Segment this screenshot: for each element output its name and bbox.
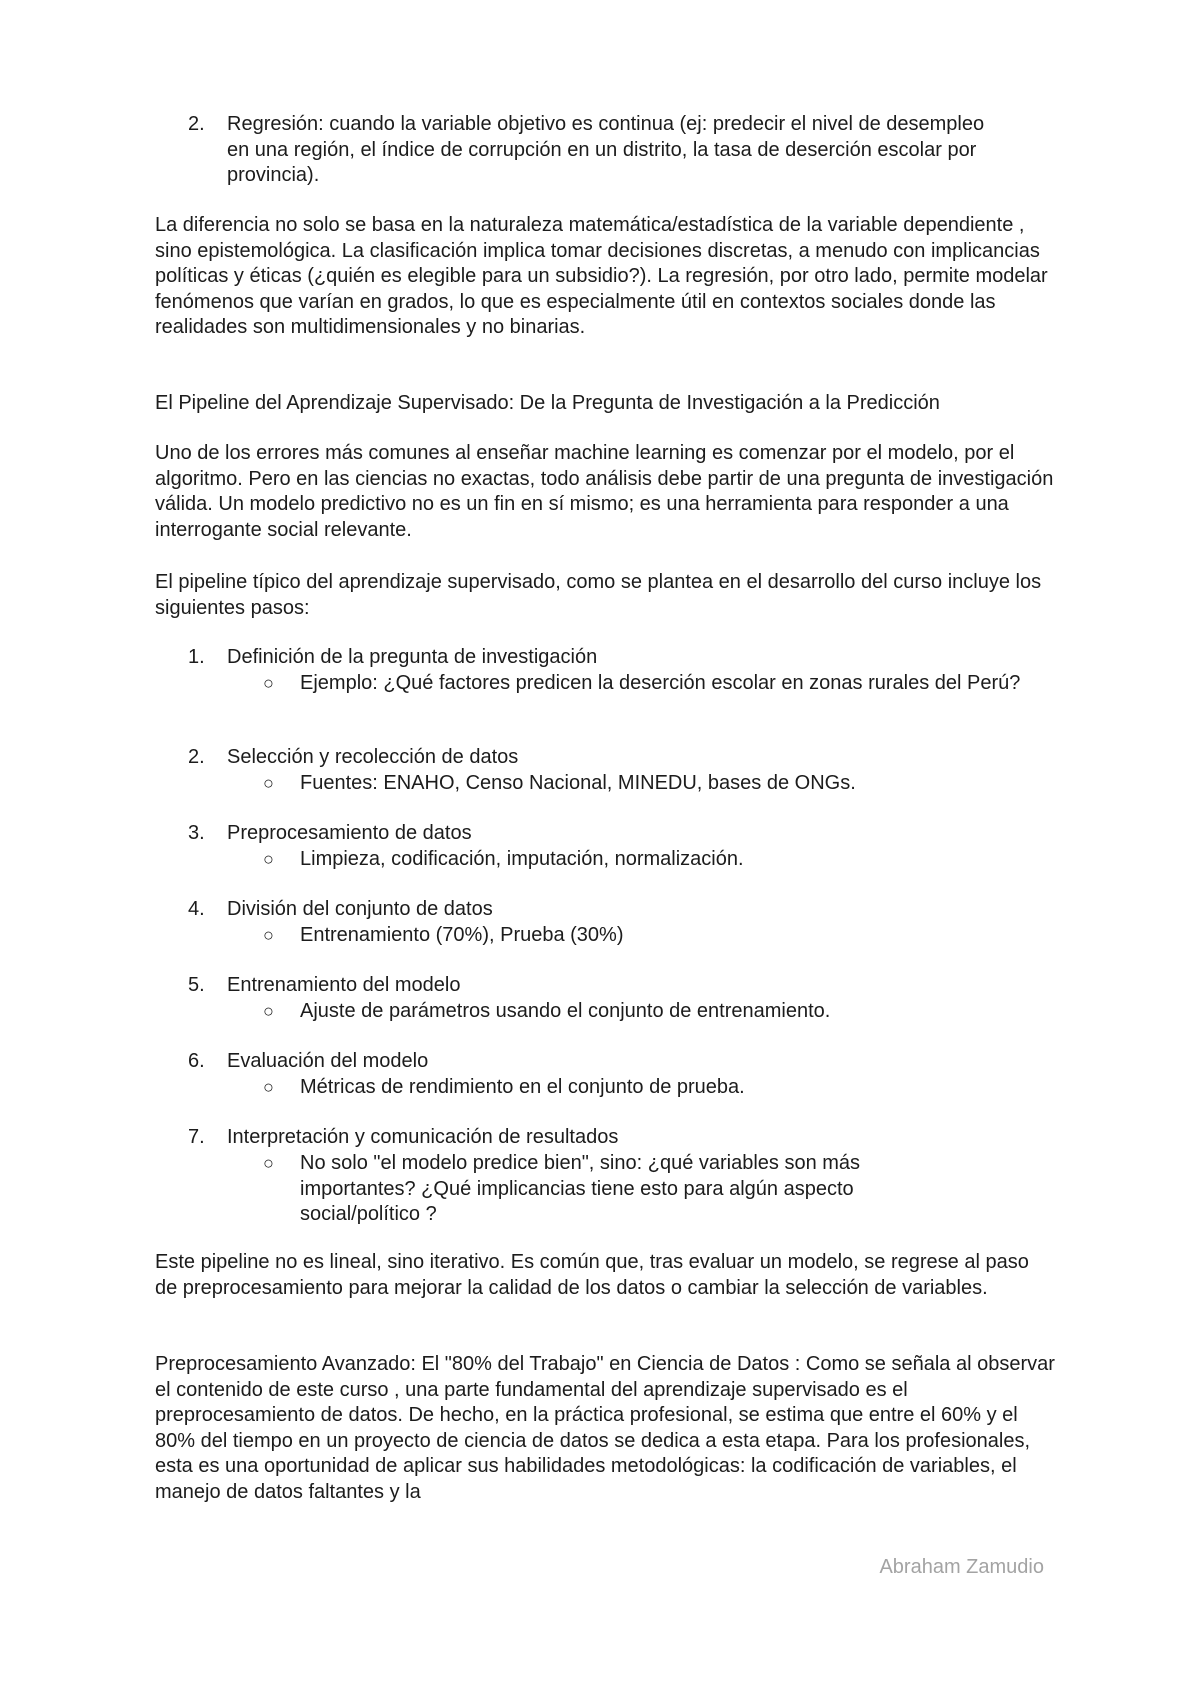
step-item-4: [155, 897, 1055, 923]
step-title: Evaluación del modelo: [227, 1050, 429, 1072]
step-number: 5.: [188, 974, 205, 996]
paragraph-errores: Uno de los errores más comunes al enseñar machine learning es comenzar por el modelo, por el algoritmo. Pero en las ciencias no exactas, todo análisis debe partir de una pregunta de investigación válida. Un modelo predictivo no es un fin en sí mismo; es una herramienta para responder a una interrogante social relevante.: [155, 442, 1054, 541]
step-item-7: [155, 1125, 1055, 1151]
paragraph-iterativo: Este pipeline no es lineal, sino iterativo. Es común que, tras evaluar un modelo, se regrese al paso de preprocesamiento para mejorar la calidad de los datos o cambiar la selección de variables.: [155, 1251, 1029, 1299]
step-detail-4: [155, 923, 1055, 949]
paragraph-preprocesamiento: Preprocesamiento Avanzado: El "80% del Trabajo" en Ciencia de Datos : Como se señala al observar el contenido de este curso , una parte fundamental del aprendizaje supervisado es el preprocesamiento de datos. De hecho, en la práctica profesional, se estima que entre el 60% y el 80% del tiempo en un proyecto de ciencia de datos se dedica a esta etapa. Para los profesionales, esta es una oportunidad de aplicar sus habilidades metodológicas: la codificación de variables, el manejo de datos faltantes y la: [155, 1353, 1055, 1503]
step-item-3: [155, 821, 1055, 847]
step-number: 4.: [188, 898, 205, 920]
step-item-5: [155, 973, 1055, 999]
step-item-2: [155, 745, 1055, 771]
step-title: División del conjunto de datos: [227, 898, 493, 920]
step-number: 2.: [188, 746, 205, 768]
paragraph-diferencia: La diferencia no solo se basa en la naturaleza matemática/estadística de la variable dependiente , sino epistemológica. La clasificación implica tomar decisiones discretas, a menudo con implicancias políticas y éticas (¿quién es elegible para un subsidio?). La regresión, por otro lado, permite modelar fenómenos que varían en grados, lo que es especialmente útil en contextos sociales donde las realidades son multidimensionales y no binarias.: [155, 214, 1048, 338]
step-detail-5: [155, 999, 1055, 1025]
step-item-1: [155, 645, 1055, 671]
step-title: Interpretación y comunicación de resultados: [227, 1126, 619, 1148]
step-detail-3: [155, 847, 1055, 873]
step-title: Definición de la pregunta de investigación: [227, 646, 598, 668]
hollow-bullet-icon: ○: [263, 1153, 274, 1173]
step-detail-text: Ejemplo: ¿Qué factores predicen la deserción escolar en zonas rurales del Perú?: [300, 672, 1021, 694]
step-number: 1.: [188, 646, 205, 668]
step-title: Preprocesamiento de datos: [227, 822, 472, 844]
step-detail-text: Ajuste de parámetros usando el conjunto de entrenamiento.: [300, 1000, 831, 1022]
step-detail-7: [155, 1151, 1055, 1229]
step-number: 3.: [188, 822, 205, 844]
hollow-bullet-icon: ○: [263, 1001, 274, 1021]
step-detail-2: [155, 771, 1055, 797]
step-number: 6.: [188, 1050, 205, 1072]
step-detail-1: [155, 671, 1055, 723]
paragraph-pipeline-intro: El pipeline típico del aprendizaje supervisado, como se plantea en el desarrollo del curso incluye los siguientes pasos:: [155, 571, 1042, 619]
step-detail-6: [155, 1075, 1055, 1101]
hollow-bullet-icon: ○: [263, 925, 274, 945]
hollow-bullet-icon: ○: [263, 673, 274, 693]
step-detail-text: Fuentes: ENAHO, Censo Nacional, MINEDU, bases de ONGs.: [300, 772, 856, 794]
hollow-bullet-icon: ○: [263, 1077, 274, 1097]
step-item-6: [155, 1049, 1055, 1075]
hollow-bullet-icon: ○: [263, 849, 274, 869]
list-text: Regresión: cuando la variable objetivo es continua (ej: predecir el nivel de desempleo en una región, el índice de corrupción en un distrito, la tasa de deserción escolar por provincia).: [227, 113, 985, 186]
hollow-bullet-icon: ○: [263, 773, 274, 793]
step-title: Entrenamiento del modelo: [227, 974, 461, 996]
footer-author: Abraham Zamudio: [879, 1556, 1044, 1578]
step-detail-text: Entrenamiento (70%), Prueba (30%): [300, 924, 624, 946]
step-title: Selección y recolección de datos: [227, 746, 519, 768]
step-number: 7.: [188, 1126, 205, 1148]
step-detail-text: No solo "el modelo predice bien", sino: ¿qué variables son más importantes? ¿Qué implicancias tiene esto para algún aspecto social/político ?: [300, 1152, 861, 1225]
list-item-regresion: [155, 112, 1055, 192]
step-detail-text: Métricas de rendimiento en el conjunto de prueba.: [300, 1076, 745, 1098]
step-detail-text: Limpieza, codificación, imputación, normalización.: [300, 848, 744, 870]
list-number: 2.: [188, 113, 205, 135]
section-heading-pipeline: El Pipeline del Aprendizaje Supervisado: De la Pregunta de Investigación a la Predicción: [155, 392, 940, 414]
